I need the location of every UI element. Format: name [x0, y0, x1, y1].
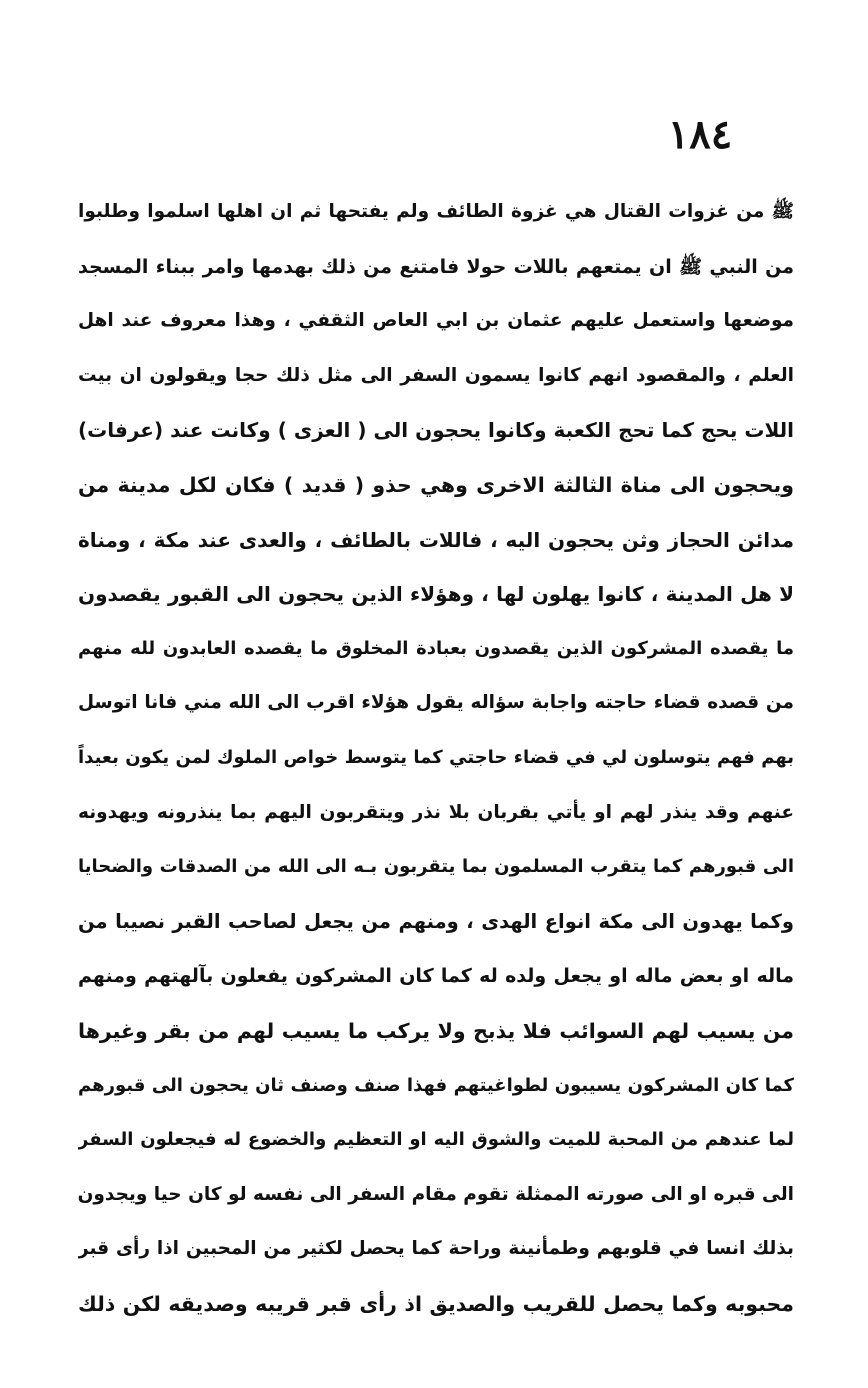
text-line: وكما يهدون الى مكة انواع الهدى ، ومنهم من يجعل لصاحب القبر نصيبا من — [78, 909, 794, 933]
text-line: كما كان المشركون يسيبون لطواغيتهم فهذا صنف وصنف ثان يحجون الى قبورهم — [78, 1074, 794, 1096]
text-line: ما يقصده المشركون الذين يقصدون بعبادة المخلوق ما يقصده العابدون لله منهم — [78, 637, 794, 659]
text-line: الى قبورهم كما يتقرب المسلمون بما يتقربون بـه الى الله من الصدقات والضحايا — [78, 856, 794, 878]
text-line: العلم ، والمقصود انهم كانوا يسمون السفر الى مثل ذلك حجا ويقولون ان بيت — [78, 364, 794, 386]
text-line: ويحجون الى مناة الثالثة الاخرى وهي حذو ( قديد ) فكان لكل مدينة من — [78, 472, 794, 497]
body-text — [78, 185, 794, 1331]
page-number: ١٨٤ — [667, 111, 733, 158]
text-line: من قصده قضاء حاجته واجابة سؤاله يقول هؤلاء اقرب الى الله مني فانا اتوسل — [78, 692, 794, 714]
text-line: بذلك انسا في قلوبهم وطمأنينة وراحة كما يحصل لكثير من المحبين اذا رأى قبر — [78, 1238, 794, 1260]
text-line: الى قبره او الى صورته الممثلة تقوم مقام السفر الى نفسه لو كان حيا ويجدون — [78, 1183, 794, 1205]
text-line: اللات يحج كما تحج الكعبة وكانوا يحجون الى ( العزى ) وكانت عند (عرفات) — [78, 418, 794, 443]
text-line: موضعها واستعمل عليهم عثمان بن ابي العاص الثقفي ، وهذا معروف عند اهل — [78, 310, 794, 332]
text-line: من النبي ﷺ ان يمتعهم باللات حولا فامتنع من ذلك بهدمها وامر ببناء المسجد — [78, 255, 794, 278]
text-line: لا هل المدينة ، كانوا يهلون لها ، وهؤلاء الذين يحجون الى القبور يقصدون — [78, 582, 794, 607]
text-line: عنهم وقد ينذر لهم او يأتي بقربان بلا نذر ويتقربون اليهم بما ينذرونه ويهدونه — [78, 801, 794, 823]
text-line: ماله او بعض ماله او يجعل ولده له كما كان المشركون يفعلون بآلهتهم ومنهم — [78, 965, 794, 988]
text-line: لما عندهم من المحبة للميت والشوق اليه او التعظيم والخضوع له فيجعلون السفر — [78, 1129, 794, 1151]
text-line: من يسيب لهم السوائب فلا يذبح ولا يركب ما يسيب لهم من بقر وغيرها — [78, 1018, 794, 1043]
text-line: ﷺ من غزوات القتال هي غزوة الطائف ولم يفتحها ثم ان اهلها اسلموا وطلبوا — [78, 201, 794, 222]
text-line: محبوبه وكما يحصل للقريب والصديق اذ رأى قبر قريبه وصديقه لكن ذلك — [78, 1291, 794, 1316]
text-line: مدائن الحجاز وثن يحجون اليه ، فاللات بالطائف ، والعدى عند مكة ، ومناة — [78, 527, 794, 552]
text-line: بهم فهم يتوسلون لي في قضاء حاجتي كما يتوسط خواص الملوك لمن يكون بعيداً — [78, 746, 794, 768]
